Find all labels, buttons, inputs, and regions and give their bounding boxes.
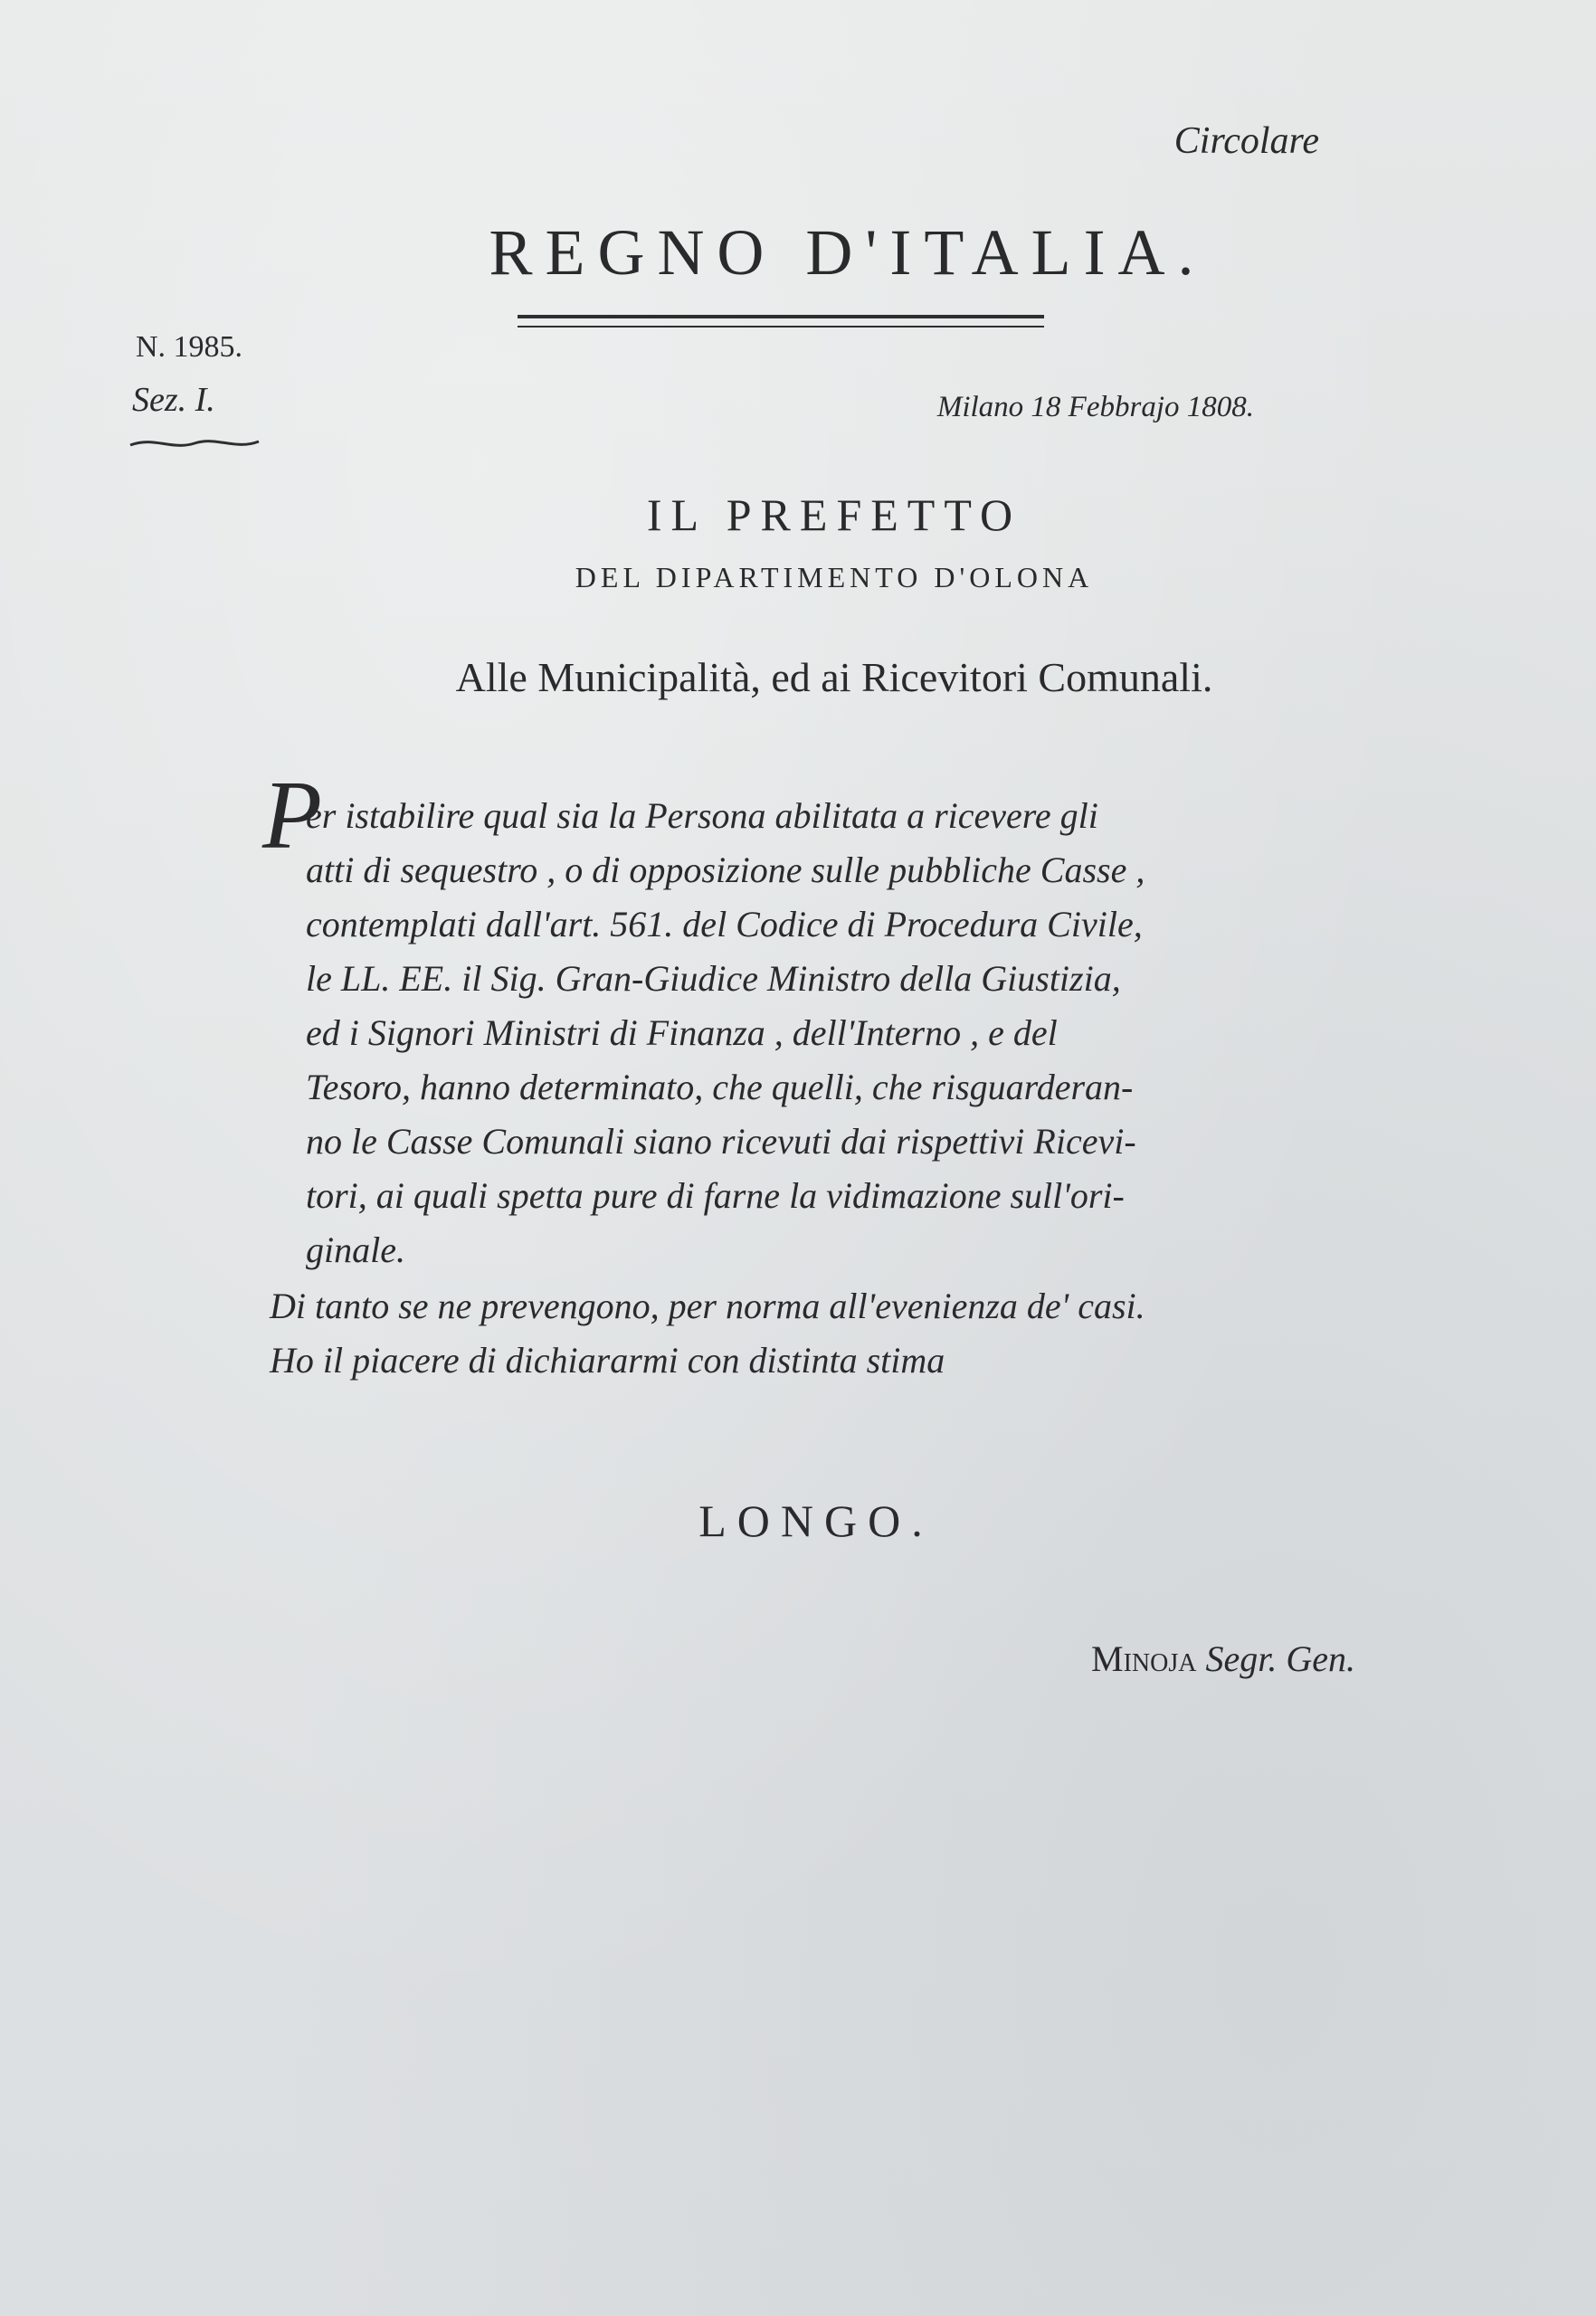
issuer-department: DEL DIPARTIMENTO D'OLONA	[575, 561, 1094, 593]
reference-number: N. 1985.	[136, 330, 243, 364]
title-rule-thin	[518, 326, 1044, 327]
body-line: le LL. EE. il Sig. Gran-Giudice Ministro della Giustizia,	[306, 958, 1121, 999]
swash-ornament	[127, 434, 262, 452]
issuer-title: IL PREFETTO	[646, 489, 1022, 540]
body-line: Tesoro, hanno determinato, che quelli, che risguarderan-	[306, 1067, 1134, 1107]
body-line: atti di sequestro , o di opposizione sulle pubbliche Casse ,	[306, 850, 1145, 890]
body-line: er istabilire qual sia la Persona abilitata a ricevere gli	[306, 795, 1098, 836]
closing-line: Di tanto se ne prevengono, per norma all'evenienza de' casi.	[270, 1286, 1145, 1326]
secretary-signature	[1091, 1637, 1355, 1680]
addressee-line: Alle Municipalità, ed ai Ricevitori Comunali.	[455, 654, 1213, 700]
circular-label: Circolare	[1173, 120, 1319, 162]
body-line: tori, ai quali spetta pure di farne la vidimazione sull'ori-	[306, 1175, 1125, 1216]
drop-cap: P	[262, 762, 322, 869]
closing-line: Ho il piacere di dichiararmi con distinta stima	[270, 1340, 945, 1381]
document-date: Milano 18 Febbrajo 1808.	[936, 391, 1254, 423]
signature: LONGO.	[698, 1495, 934, 1546]
title-rule-thick	[518, 315, 1044, 318]
document-title: REGNO D'ITALIA.	[489, 216, 1207, 289]
secretary-title: Segr. Gen.	[1205, 1638, 1355, 1679]
body-line: no le Casse Comunali siano ricevuti dai rispettivi Ricevi-	[306, 1121, 1136, 1162]
reference-section: Sez. I.	[132, 381, 215, 419]
body-line: ed i Signori Ministri di Finanza , dell'Interno , e del	[306, 1012, 1058, 1053]
body-line: contemplati dall'art. 561. del Codice di Procedura Civile,	[306, 904, 1143, 944]
secretary-name: Minoja	[1091, 1638, 1197, 1679]
body-line: ginale.	[306, 1229, 405, 1270]
